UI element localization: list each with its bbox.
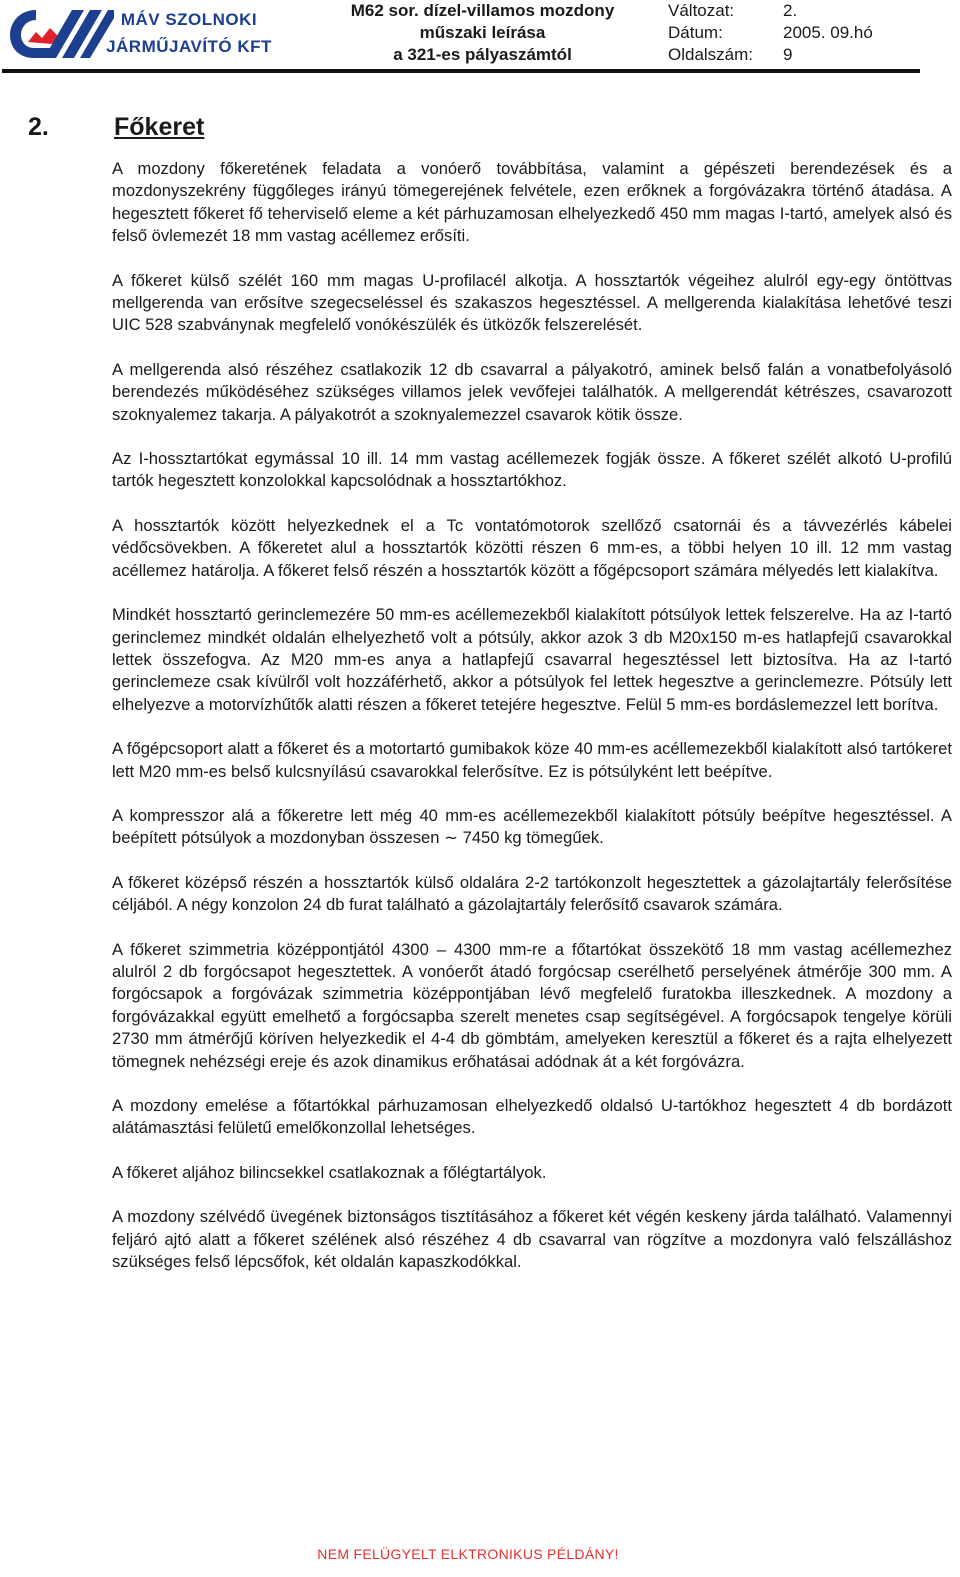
paragraph: A kompresszor alá a főkeretre lett még 40 mm-es acéllemezekből kialakított pótsúly beépítve hegesztéssel. A beépített pótsúlyok a mozdonyban összesen ∼ 7450 kg tömegűek. [112, 805, 952, 848]
paragraph: A mellgerenda alsó részéhez csatlakozik 12 db csavarral a pályakotró, aminek belső falán a vonatbefolyásoló berendezés működéséhez szükséges villamos jelek vevőfejei találhatók. A mellgerendát kétrészes, csavarozott szoknyalemez takarja. A pályakotrót a szoknyalemezzel csavarok kötik össze. [112, 359, 952, 424]
meta-version [668, 0, 873, 22]
meta-date-label: Dátum: [668, 23, 723, 42]
document-meta [668, 0, 873, 66]
meta-version-value: 2. [783, 1, 798, 20]
meta-page-label: Oldalszám: [668, 45, 754, 64]
paragraph: A főkeret középső részén a hossztartók külső oldalára 2-2 tartókonzolt hegesztettek a gázolajtartály felerősítése céljából. A négy konzolon 24 db furat található a gázolajtartály felerősítő csavarok számára. [112, 872, 952, 915]
company-name-line2: JÁRMŰJAVÍTÓ KFT [106, 37, 272, 56]
company-name [94, 6, 284, 60]
paragraph: Mindkét hossztartó gerinclemezére 50 mm-es acéllemezekből kialakított pótsúlyok lettek felszerelve. Ha az I-tartó gerinclemez mindkét oldalán elhelyezhető volt a pótsúly, akkor azok 3 db M20x150 m-es hatlapfejű csavarokkal lettek összefogva. Az M20 mm-es anya a hatlapfejű csavarral hegesztéssel lett biztosítva. Ha az I-tartó gerinclemeze csak kívülről volt hozzáférhető, akkor a pótsúlyok fel lettek hegesztve a gerinclemezre. Pótsúly lett elhelyezve a motorvízhűtők alatti részen a főkeret tetejére hegesztve. Felül 5 mm-es bordáslemezzel lett borítva. [112, 605, 952, 714]
document-title-line2: műszaki leírása [419, 23, 546, 42]
meta-page-value: 9 [783, 45, 793, 64]
paragraph: A főgépcsoport alatt a főkeret és a motortartó gumibakok köze 40 mm-es acéllemezekből kialakított alsó tartókeret lett M20 mm-es belső kulcsnyílású csavarokkal felerősítve. Ez is pótsúlyként lett beépítve. [112, 739, 952, 781]
meta-date-value: 2005. 09.hó [783, 23, 873, 42]
document-title-line3: a 321-es pályaszámtól [393, 45, 572, 64]
document-title-line1: M62 sor. dízel-villamos mozdony [350, 1, 615, 20]
company-name-line1: MÁV SZOLNOKI [120, 10, 258, 29]
section-number: 2. [28, 113, 49, 141]
meta-version-label: Változat: [668, 1, 735, 20]
paragraph: A hossztartók között helyezkednek el a Tc vontatómotorok szellőző csatornái és a távvezérlés kábelei védőcsövekben. A főkeretet alul a hossztartók közötti részen 6 mm-es, a többi helyen 10 ill. 12 mm vastag acéllemez határolja. A főkeret felső részén a hossztartók között a főgépcsoport számára mélyedés lett kialakítva. [112, 515, 952, 580]
uncontrolled-copy-notice: NEM FELÜGYELT ELKTRONIKUS PÉLDÁNY! [317, 1546, 619, 1562]
paragraph: A mozdony főkeretének feladata a vonóerő továbbítása, valamint a gépészeti berendezések és a mozdonyszekrény függőleges irányú tömegerejének felvétele, ezen erőknek a forgóvázakra történő átadása. A hegesztett főkeret fő teherviselő eleme a két párhuzamosan elhelyezkedő 450 mm magas I-tartó, amelyek alsó és felső övlemezét 18 mm vastag acéllemez erősíti. [112, 159, 952, 246]
paragraph: A mozdony emelése a főtartókkal párhuzamosan elhelyezkedő oldalsó U-tartókhoz hegesztett 4 db bordázott alátámasztási felületű emelőkonzollal lehetséges. [112, 1096, 952, 1138]
document-body [112, 158, 952, 1295]
header-divider [2, 69, 920, 73]
meta-date [668, 22, 873, 44]
paragraph: A mozdony szélvédő üvegének biztonságos tisztításához a főkeret két végén keskeny járda található. Valamennyi feljáró ajtó alatt a főkeret szélének alsó részéhez 4 db csavarral van rögzítve a mozdonyra való felszálláshoz szükséges felső lépcsőfok, két oldalán kapaszkodókkal. [112, 1207, 952, 1272]
paragraph: Az I-hossztartókat egymással 10 ill. 14 mm vastag acéllemezek fogják össze. A főkeret szélét alkotó U-profilú tartók hegesztett konzolokkal kapcsolódnak a hossztartókhoz. [112, 449, 952, 491]
meta-page [668, 44, 873, 66]
paragraph: A főkeret szimmetria középpontjától 4300 – 4300 mm-re a főtartókat összekötő 18 mm vastag acéllemezhez alulról 2 db forgócsapot hegesztettek. A vonóerőt átadó forgócsap cserélhető perselyének átmérője 300 mm. A forgócsapok a forgóvázak szimmetria középpontjában lévő megfelelő furatokba illeszkednek. A mozdony a forgóvázakkal együtt emelhető a forgócsapba szerelt menetes csap segítségével. A forgócsapok tengelye körüli 2730 mm átmérőjű köríven helyezkedik el 4-4 db gömbtám, amelyeken keresztül a főkeret és a rajta elhelyezett tömegnek nehézségi ereje és azok dinamikus erőhatásai adódnak át a két forgóvázra. [112, 939, 952, 1071]
paragraph: A főkeret külső szélét 160 mm magas U-profilacél alkotja. A hossztartók végeihez alulról egy-egy öntöttvas mellgerenda van erősítve szegecseléssel és szakaszos hegesztéssel. A mellgerenda kialakítása lehetővé teszi UIC 528 szabványnak megfelelő vonókészülék és ütközők felszerelését. [112, 270, 952, 335]
paragraph: A főkeret aljához bilincsekkel csatlakoznak a főlégtartályok. [112, 1162, 547, 1182]
document-title [330, 0, 635, 66]
section-title: Főkeret [114, 113, 205, 141]
page-header [0, 0, 960, 74]
section-heading [28, 113, 204, 142]
